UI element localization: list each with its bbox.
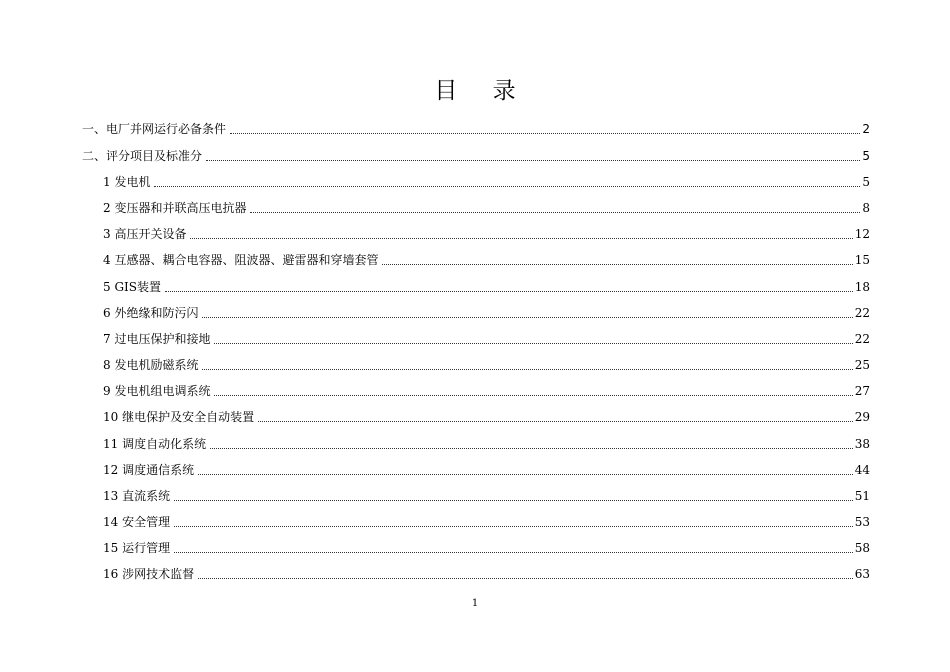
leader-dots xyxy=(206,159,860,161)
toc-label: 1 发电机 xyxy=(103,175,151,189)
toc-page-number: 44 xyxy=(854,463,870,477)
toc-page-number: 38 xyxy=(854,437,870,451)
leader-dots xyxy=(214,394,852,396)
toc-entry[interactable] xyxy=(103,327,870,347)
leader-dots xyxy=(214,342,852,344)
toc-label: 二、评分项目及标准分 xyxy=(82,149,203,163)
toc-page-number: 5 xyxy=(862,149,870,163)
leader-dots xyxy=(202,316,852,318)
toc-page-number: 2 xyxy=(862,122,870,136)
toc-entry[interactable] xyxy=(103,379,870,399)
leader-dots xyxy=(382,263,852,265)
toc-label: 10 继电保护及安全自动装置 xyxy=(103,410,255,424)
toc-label: 11 调度自动化系统 xyxy=(103,437,207,451)
leader-dots xyxy=(230,132,860,134)
toc-label: 9 发电机组电调系统 xyxy=(103,384,211,398)
footer-page-number: 1 xyxy=(471,598,479,609)
toc-entry[interactable] xyxy=(103,484,870,504)
toc-entry[interactable] xyxy=(103,405,870,425)
toc-label: 2 变压器和并联高压电抗器 xyxy=(103,201,247,215)
toc-page-number: 12 xyxy=(854,227,870,241)
toc-label: 3 高压开关设备 xyxy=(103,227,187,241)
toc-page-number: 53 xyxy=(854,515,870,529)
toc-page-number: 15 xyxy=(854,253,870,267)
toc-entry[interactable] xyxy=(103,170,870,190)
toc-label: 13 直流系统 xyxy=(103,489,171,503)
leader-dots xyxy=(154,185,860,187)
toc-entry[interactable] xyxy=(103,458,870,478)
toc-label: 4 互感器、耦合电容器、阻波器、避雷器和穿墙套管 xyxy=(103,253,379,267)
toc-entry[interactable] xyxy=(82,144,870,164)
toc-entry[interactable] xyxy=(103,248,870,268)
page-title: 目 录 xyxy=(434,78,530,104)
toc-entry[interactable] xyxy=(82,117,870,137)
leader-dots xyxy=(165,290,853,292)
toc-label: 15 运行管理 xyxy=(103,541,171,555)
toc-label: 12 调度通信系统 xyxy=(103,463,195,477)
toc-page-number: 58 xyxy=(854,541,870,555)
toc-page-number: 22 xyxy=(854,306,870,320)
toc-entry[interactable] xyxy=(103,562,870,582)
toc-entry[interactable] xyxy=(103,536,870,556)
toc-page-number: 29 xyxy=(854,410,870,424)
toc-page-number: 22 xyxy=(854,332,870,346)
leader-dots xyxy=(198,473,853,475)
toc-page-number: 8 xyxy=(862,201,870,215)
toc-page-number: 51 xyxy=(854,489,870,503)
toc-label: 14 安全管理 xyxy=(103,515,171,529)
leader-dots xyxy=(174,525,853,527)
toc-entry[interactable] xyxy=(103,510,870,530)
toc-page-number: 27 xyxy=(854,384,870,398)
leader-dots xyxy=(190,237,852,239)
toc-label: 8 发电机励磁系统 xyxy=(103,358,199,372)
toc-label: 6 外绝缘和防污闪 xyxy=(103,306,199,320)
leader-dots xyxy=(198,577,853,579)
toc-entry[interactable] xyxy=(103,275,870,295)
toc-entry[interactable] xyxy=(103,196,870,216)
toc-label: 5 GIS装置 xyxy=(103,280,161,294)
toc-entry[interactable] xyxy=(103,301,870,321)
leader-dots xyxy=(174,551,853,553)
toc-label: 16 涉网技术监督 xyxy=(103,567,195,581)
toc-page-number: 63 xyxy=(854,567,870,581)
toc-entry[interactable] xyxy=(103,353,870,373)
toc-entry[interactable] xyxy=(103,222,870,242)
leader-dots xyxy=(258,420,853,422)
leader-dots xyxy=(210,447,853,449)
leader-dots xyxy=(202,368,852,370)
toc-entry[interactable] xyxy=(103,432,870,452)
leader-dots xyxy=(174,499,853,501)
toc-page-number: 18 xyxy=(854,280,870,294)
toc-label: 7 过电压保护和接地 xyxy=(103,332,211,346)
toc-page-number: 25 xyxy=(854,358,870,372)
toc-label: 一、电厂并网运行必备条件 xyxy=(82,122,227,136)
toc-page-number: 5 xyxy=(862,175,870,189)
leader-dots xyxy=(250,211,860,213)
